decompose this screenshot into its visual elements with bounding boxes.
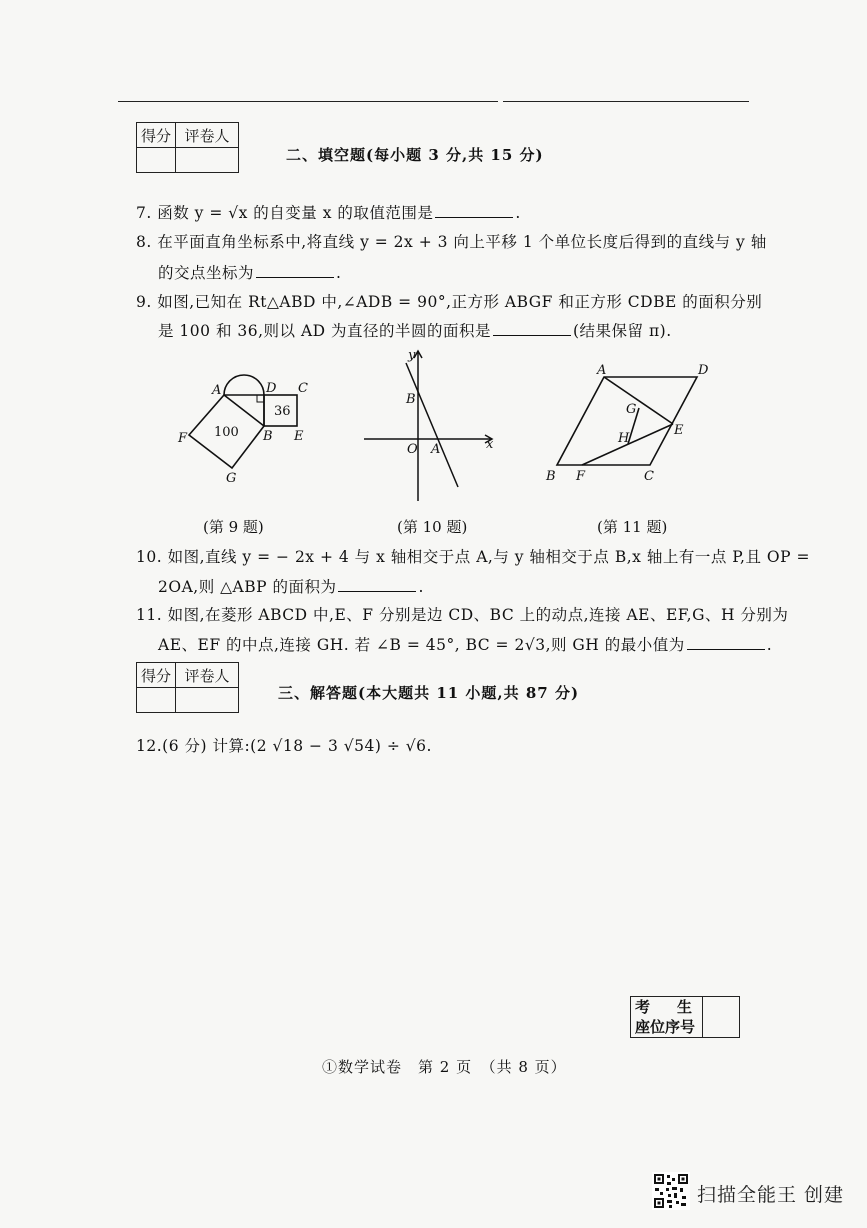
figure-10 [360, 345, 500, 505]
question-12: 12.(6 分) 计算:(2 √18 − 3 √54) ÷ √6. [136, 737, 432, 755]
seat-label [631, 997, 703, 1038]
label-d: D [698, 363, 709, 378]
question-9-line1: 9. 如图,已知在 Rt△ABD 中,∠ADB = 90°,正方形 ABGF 和正方形 CDBE 的面积分别 [136, 293, 763, 311]
grader-cell[interactable] [176, 688, 239, 713]
section2-title: 二、填空题(每小题 3 分,共 15 分) [286, 146, 544, 164]
q9-end: (结果保留 π). [573, 322, 672, 340]
right-angle-mark [257, 395, 264, 402]
label-d: D [266, 381, 277, 396]
grader-cell[interactable] [176, 148, 239, 173]
score-label: 得分 [137, 123, 176, 148]
label-g: G [626, 402, 637, 417]
q8-answer-blank[interactable] [256, 265, 334, 278]
score-box-section3 [136, 662, 239, 713]
label-b: B [406, 392, 416, 407]
question-9-line2 [158, 319, 672, 341]
label-y: y [408, 348, 416, 363]
q10-answer-blank[interactable] [338, 579, 416, 592]
q11-end: . [766, 636, 773, 654]
q11-answer-blank[interactable] [687, 637, 765, 650]
area-36: 36 [274, 404, 291, 419]
figure-11 [540, 362, 720, 487]
grader-label: 评卷人 [176, 123, 239, 148]
label-e: E [294, 429, 304, 444]
label-c: C [644, 469, 654, 484]
q7-answer-blank[interactable] [435, 205, 513, 218]
q7-end: . [515, 204, 521, 222]
seat-label-line2: 座位序号 [635, 1018, 696, 1036]
segment-ae [604, 377, 673, 424]
q11-line2-text: AE、EF 的中点,连接 GH. 若 ∠B = 45°, BC = 2√3,则 GH 的最小值为 [158, 636, 685, 654]
top-rule-right [503, 101, 749, 102]
page-footer: ①数学试卷 第 2 页 （共 8 页） [322, 1058, 567, 1076]
grader-label: 评卷人 [176, 663, 239, 688]
qr-code-icon [652, 1172, 690, 1210]
q10-line2-text: 2OA,则 △ABP 的面积为 [158, 578, 337, 596]
label-x: x [486, 437, 494, 452]
question-7 [136, 201, 521, 223]
line-y-minus-2x-plus-4 [406, 363, 458, 487]
label-f: F [178, 431, 188, 446]
label-g: G [226, 471, 237, 486]
score-box-section2 [136, 122, 239, 173]
seat-number-cell[interactable] [703, 997, 740, 1038]
figure-9-caption: (第 9 题) [203, 518, 264, 536]
figure-10-caption: (第 10 题) [397, 518, 468, 536]
question-11-line2 [158, 633, 772, 655]
score-cell[interactable] [137, 148, 176, 173]
question-10-line2 [158, 575, 424, 597]
seat-label-line1: 考 生 [635, 998, 699, 1016]
question-10-line1: 10. 如图,直线 y = − 2x + 4 与 x 轴相交于点 A,与 y 轴相交于点 B,x 轴上有一点 P,且 OP = [136, 548, 810, 566]
question-8-line1: 8. 在平面直角坐标系中,将直线 y = 2x + 3 向上平移 1 个单位长度后得到的直线与 y 轴 [136, 233, 767, 251]
rhombus-abcd [557, 377, 697, 465]
q8-line2-text: 的交点坐标为 [158, 264, 255, 282]
q9-answer-blank[interactable] [493, 323, 571, 336]
area-100: 100 [214, 425, 239, 440]
label-f: F [576, 469, 586, 484]
label-h: H [618, 431, 630, 446]
q10-end: . [418, 578, 424, 596]
q8-end: . [336, 264, 342, 282]
figure-11-caption: (第 11 题) [597, 518, 668, 536]
label-a: A [597, 363, 607, 378]
figure-9 [170, 365, 320, 490]
section3-title: 三、解答题(本大题共 11 小题,共 87 分) [278, 684, 580, 702]
q9-line2-text: 是 100 和 36,则以 AD 为直径的半圆的面积是 [158, 322, 491, 340]
top-rule-left [118, 101, 498, 102]
question-11-line1: 11. 如图,在菱形 ABCD 中,E、F 分别是边 CD、BC 上的动点,连接 AE、EF,G、H 分别为 [136, 606, 789, 624]
label-a: A [212, 383, 222, 398]
label-o: O [407, 442, 418, 457]
seat-number-box [630, 996, 740, 1038]
q7-text: 7. 函数 y = √x 的自变量 x 的取值范围是 [136, 204, 434, 222]
question-8-line2 [158, 261, 341, 283]
score-cell[interactable] [137, 688, 176, 713]
scanner-brand-text: 扫描全能王 创建 [697, 1184, 845, 1206]
label-e: E [674, 423, 684, 438]
label-c: C [298, 381, 308, 396]
label-a: A [431, 442, 441, 457]
label-b: B [263, 429, 273, 444]
label-b: B [546, 469, 556, 484]
score-label: 得分 [137, 663, 176, 688]
semicircle-ad [224, 375, 264, 395]
